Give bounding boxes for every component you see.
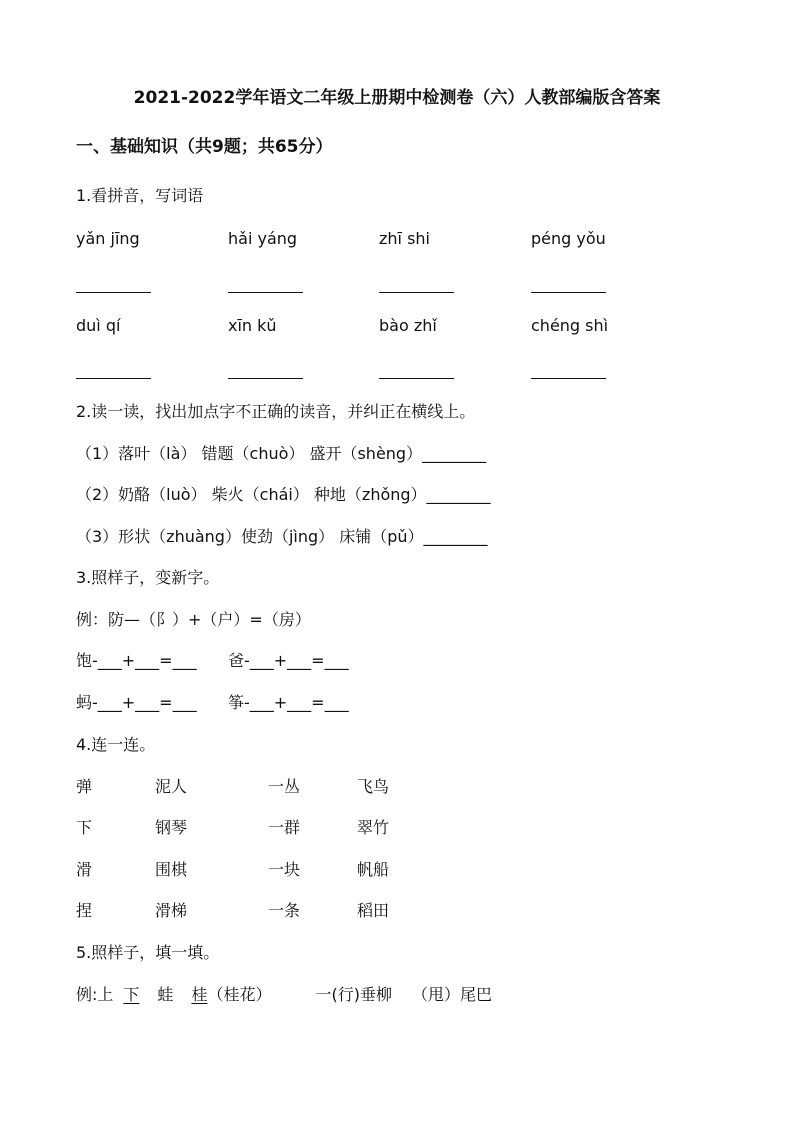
example-label: 例:上 [76,985,114,1004]
answer-blank[interactable] [379,292,454,293]
answer-blank[interactable] [228,378,303,379]
answer-blank[interactable] [228,292,303,293]
answer-blank[interactable] [531,378,606,379]
pinyin-item: zhī shi [379,229,430,248]
question-3-prompt: 3.照样子，变新字。 [76,568,220,587]
question-2-item: （3）形状（zhuàng）使劲（jìng） 床铺（pǔ）________ [76,527,488,546]
match-item[interactable]: 一群 [268,818,301,837]
answer-blank[interactable] [531,292,606,293]
answer-blank[interactable] [76,292,151,293]
match-item[interactable]: 围棋 [155,860,188,879]
question-3-example: 例：防—（阝）+（户）=（房） [76,610,311,629]
section-heading: 一、基础知识（共9题；共65分） [76,137,333,157]
match-item[interactable]: 滑梯 [155,901,188,920]
pinyin-item: péng yǒu [531,229,606,248]
question-5-prompt: 5.照样子，填一填。 [76,943,220,962]
example-char: 蛙 [157,985,174,1004]
match-item[interactable]: 一丛 [268,777,301,796]
pinyin-item: xīn kǔ [228,316,277,335]
question-3-item: 筝-___+___=___ [228,693,349,712]
question-2-item: （1）落叶（là） 错题（chuò） 盛开（shèng）________ [76,444,487,463]
question-3-item: 爸-___+___=___ [228,651,349,670]
underlined-char: 下 [123,985,140,1004]
match-item[interactable]: 翠竹 [357,818,390,837]
match-item[interactable]: 滑 [76,860,93,879]
pinyin-item: yǎn jīng [76,229,140,248]
pinyin-item: hǎi yáng [228,229,298,248]
question-5-example [76,985,492,1005]
match-item[interactable]: 稻田 [357,901,390,920]
question-3-item: 饱-___+___=___ [76,651,197,670]
match-item[interactable]: 弹 [76,777,93,796]
pinyin-item: bào zhǐ [379,316,437,335]
answer-blank[interactable] [379,378,454,379]
question-1-prompt: 1.看拼音，写词语 [76,186,204,205]
question-5-item: （甩）尾巴 [411,985,492,1004]
underlined-char: 桂 [191,985,208,1004]
match-item[interactable]: 下 [76,818,93,837]
match-item[interactable]: 捏 [76,901,93,920]
question-2-prompt: 2.读一读，找出加点字不正确的读音，并纠正在横线上。 [76,402,476,421]
pinyin-item: chéng shì [531,316,609,335]
question-4-prompt: 4.连一连。 [76,735,156,754]
page-title: 2021-2022学年语文二年级上册期中检测卷（六）人教部编版含答案 [133,88,661,108]
match-item[interactable]: 一块 [268,860,301,879]
match-item[interactable]: 一条 [268,901,301,920]
example-word: （桂花） [207,985,272,1004]
question-3-item: 蚂-___+___=___ [76,693,197,712]
question-2-item: （2）奶酪（luò） 柴火（chái） 种地（zhǒng）________ [76,485,491,504]
pinyin-item: duì qí [76,316,121,335]
match-item[interactable]: 泥人 [155,777,188,796]
question-5-item: 一(行)垂柳 [315,985,392,1004]
match-item[interactable]: 钢琴 [155,818,188,837]
answer-blank[interactable] [76,378,151,379]
match-item[interactable]: 帆船 [357,860,390,879]
match-item[interactable]: 飞鸟 [357,777,390,796]
